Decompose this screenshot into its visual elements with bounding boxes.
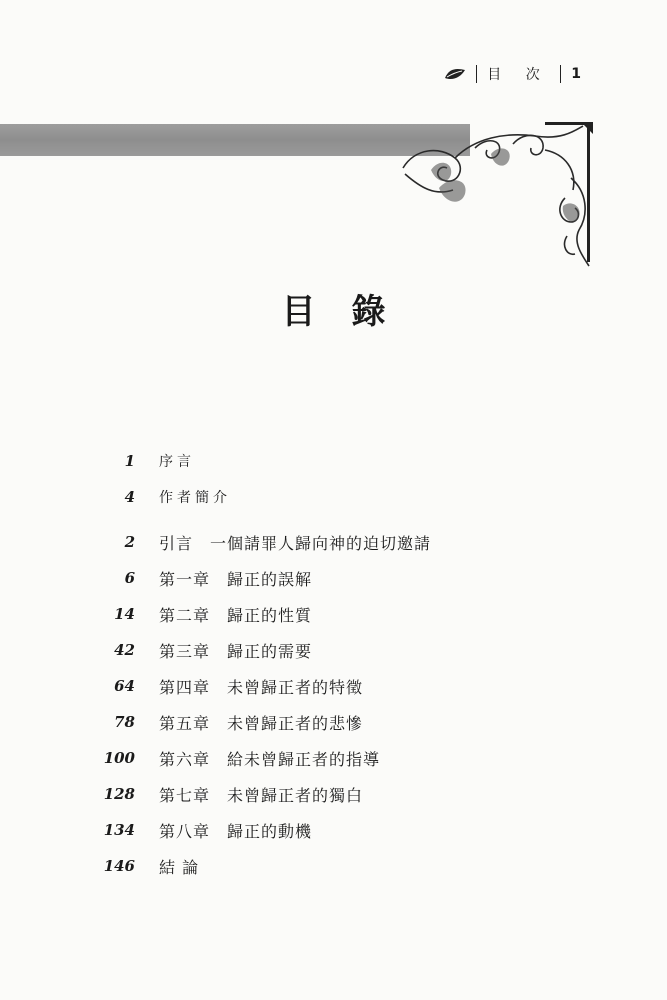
header-divider — [476, 65, 478, 83]
toc-entry-title: 結 論 — [159, 857, 200, 877]
toc-entry-title: 第三章 歸正的需要 — [159, 641, 313, 661]
header-divider — [560, 65, 562, 83]
toc-entry-title: 第一章 歸正的誤解 — [159, 569, 313, 589]
toc-entry-title: 作者簡介 — [159, 490, 231, 506]
toc-page-number: 4 — [124, 488, 135, 506]
toc-entry — [95, 565, 312, 591]
toc-page-number: 2 — [124, 533, 135, 551]
toc-entry-title: 第五章 未曾歸正者的悲慘 — [159, 713, 364, 733]
toc-entry — [95, 673, 363, 699]
toc-page-number: 100 — [103, 749, 135, 767]
toc-entry — [95, 448, 195, 474]
toc-entry-title: 第四章 未曾歸正者的特徵 — [159, 677, 364, 697]
toc-page-number: 134 — [103, 821, 135, 839]
toc-entry — [95, 529, 431, 555]
leaf-icon — [444, 66, 466, 82]
toc-entry-title: 第六章 給未曾歸正者的指導 — [159, 749, 381, 769]
toc-entry — [95, 601, 312, 627]
toc-entry — [95, 484, 231, 510]
toc-page-number: 1 — [124, 452, 135, 470]
toc-entry-title: 引言 一個請罪人歸向神的迫切邀請 — [159, 533, 432, 553]
toc-entry-title: 第八章 歸正的動機 — [159, 821, 313, 841]
toc-page-number: 146 — [103, 857, 135, 875]
toc-entry — [95, 709, 363, 735]
toc-entry — [95, 781, 363, 807]
section-title: 目 次 — [487, 67, 550, 83]
toc-entry — [95, 637, 312, 663]
toc-page-number: 6 — [124, 569, 135, 587]
page-title: 目錄 — [281, 292, 422, 332]
toc-entry — [95, 745, 380, 771]
toc-entry-title: 第二章 歸正的性質 — [159, 605, 313, 625]
toc-page-number: 78 — [114, 713, 135, 731]
toc-entry-title: 序言 — [159, 454, 195, 470]
page-number: 1 — [571, 66, 581, 82]
toc-entry — [95, 853, 199, 879]
toc-page-number: 64 — [114, 677, 135, 695]
corner-ornament-icon — [395, 118, 595, 270]
toc-page-number: 42 — [114, 641, 135, 659]
toc-entry-title: 第七章 未曾歸正者的獨白 — [159, 785, 364, 805]
toc-entry — [95, 817, 312, 843]
running-header — [444, 62, 581, 86]
toc-page-number: 14 — [114, 605, 135, 623]
toc-page-number: 128 — [103, 785, 135, 803]
